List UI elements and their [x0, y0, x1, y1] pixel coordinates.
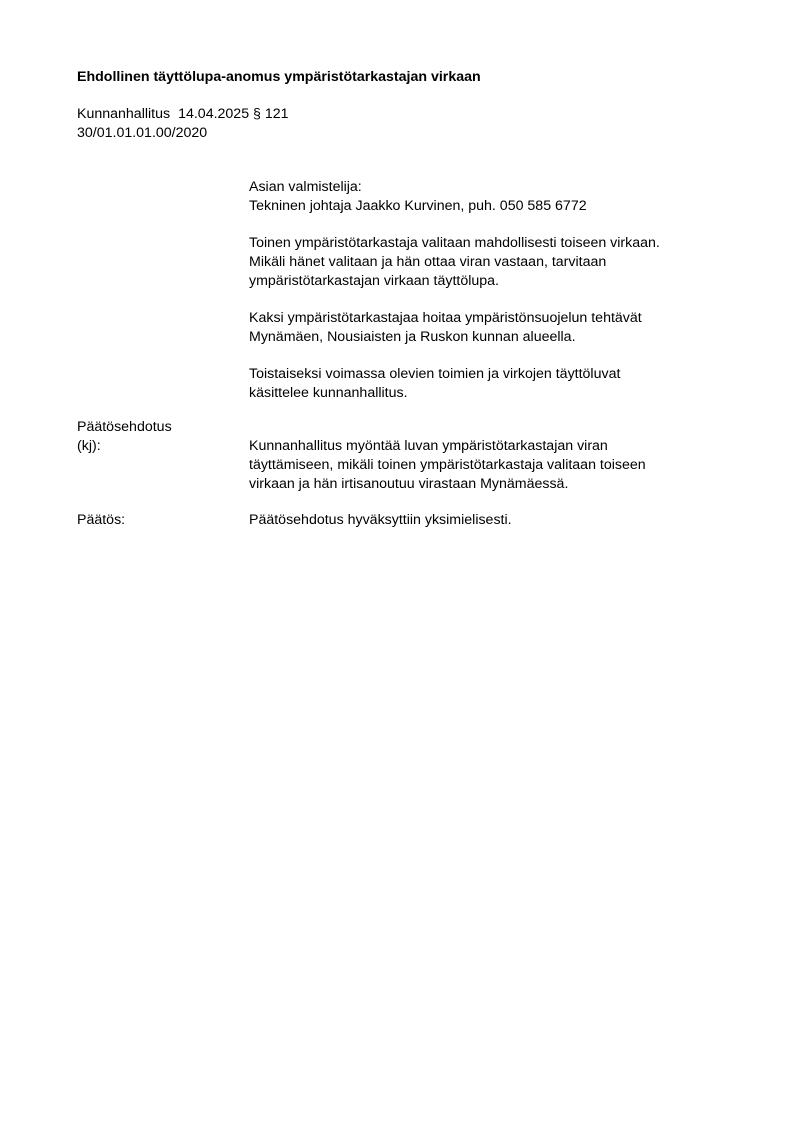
document-title: Ehdollinen täyttölupa-anomus ympäristötarkastajan virkaan	[77, 69, 481, 85]
meta-record-number: 30/01.01.01.00/2020	[77, 125, 208, 141]
proposal-line: virkaan ja hän irtisanoutuu virastaan Mynämäessä.	[249, 476, 569, 492]
preparer-heading: Asian valmistelija:	[249, 179, 362, 195]
paragraph-line: Toistaiseksi voimassa olevien toimien ja virkojen täyttöluvat	[249, 366, 621, 382]
preparer-name: Tekninen johtaja Jaakko Kurvinen, puh. 050 585 6772	[249, 198, 587, 214]
proposal-label-line2: (kj):	[77, 438, 101, 454]
proposal-label	[77, 418, 172, 456]
decision-label: Päätös:	[77, 512, 126, 528]
paragraph-2	[249, 309, 749, 347]
proposal-content	[249, 437, 646, 494]
decision-text: Päätösehdotus hyväksyttiin yksimielisesti.	[249, 512, 512, 528]
paragraph-line: käsittelee kunnanhallitus.	[249, 385, 408, 401]
proposal-line: täyttämiseen, mikäli toinen ympäristötarkastaja valitaan toiseen	[249, 457, 646, 473]
document-meta	[77, 105, 289, 143]
paragraph-line: Mikäli hänet valitaan ja hän ottaa viran vastaan, tarvitaan	[249, 254, 607, 270]
meta-date-section: 14.04.2025 § 121	[178, 106, 289, 122]
meta-line-1	[77, 105, 289, 124]
proposal-line: Kunnanhallitus myöntää luvan ympäristötarkastajan viran	[249, 438, 608, 454]
meta-body-name: Kunnanhallitus	[77, 106, 171, 122]
paragraph-line: Toinen ympäristötarkastaja valitaan mahdollisesti toiseen virkaan.	[249, 235, 660, 251]
paragraph-line: Kaksi ympäristötarkastajaa hoitaa ympäristönsuojelun tehtävät	[249, 310, 642, 326]
proposal-label-line1: Päätösehdotus	[77, 419, 172, 435]
paragraph-1	[249, 234, 749, 291]
preparer-block	[249, 178, 749, 216]
paragraph-line: ympäristötarkastajan virkaan täyttölupa.	[249, 273, 499, 289]
document-body	[249, 178, 749, 421]
paragraph-3	[249, 365, 749, 403]
paragraph-line: Mynämäen, Nousiaisten ja Ruskon kunnan alueella.	[249, 329, 576, 345]
